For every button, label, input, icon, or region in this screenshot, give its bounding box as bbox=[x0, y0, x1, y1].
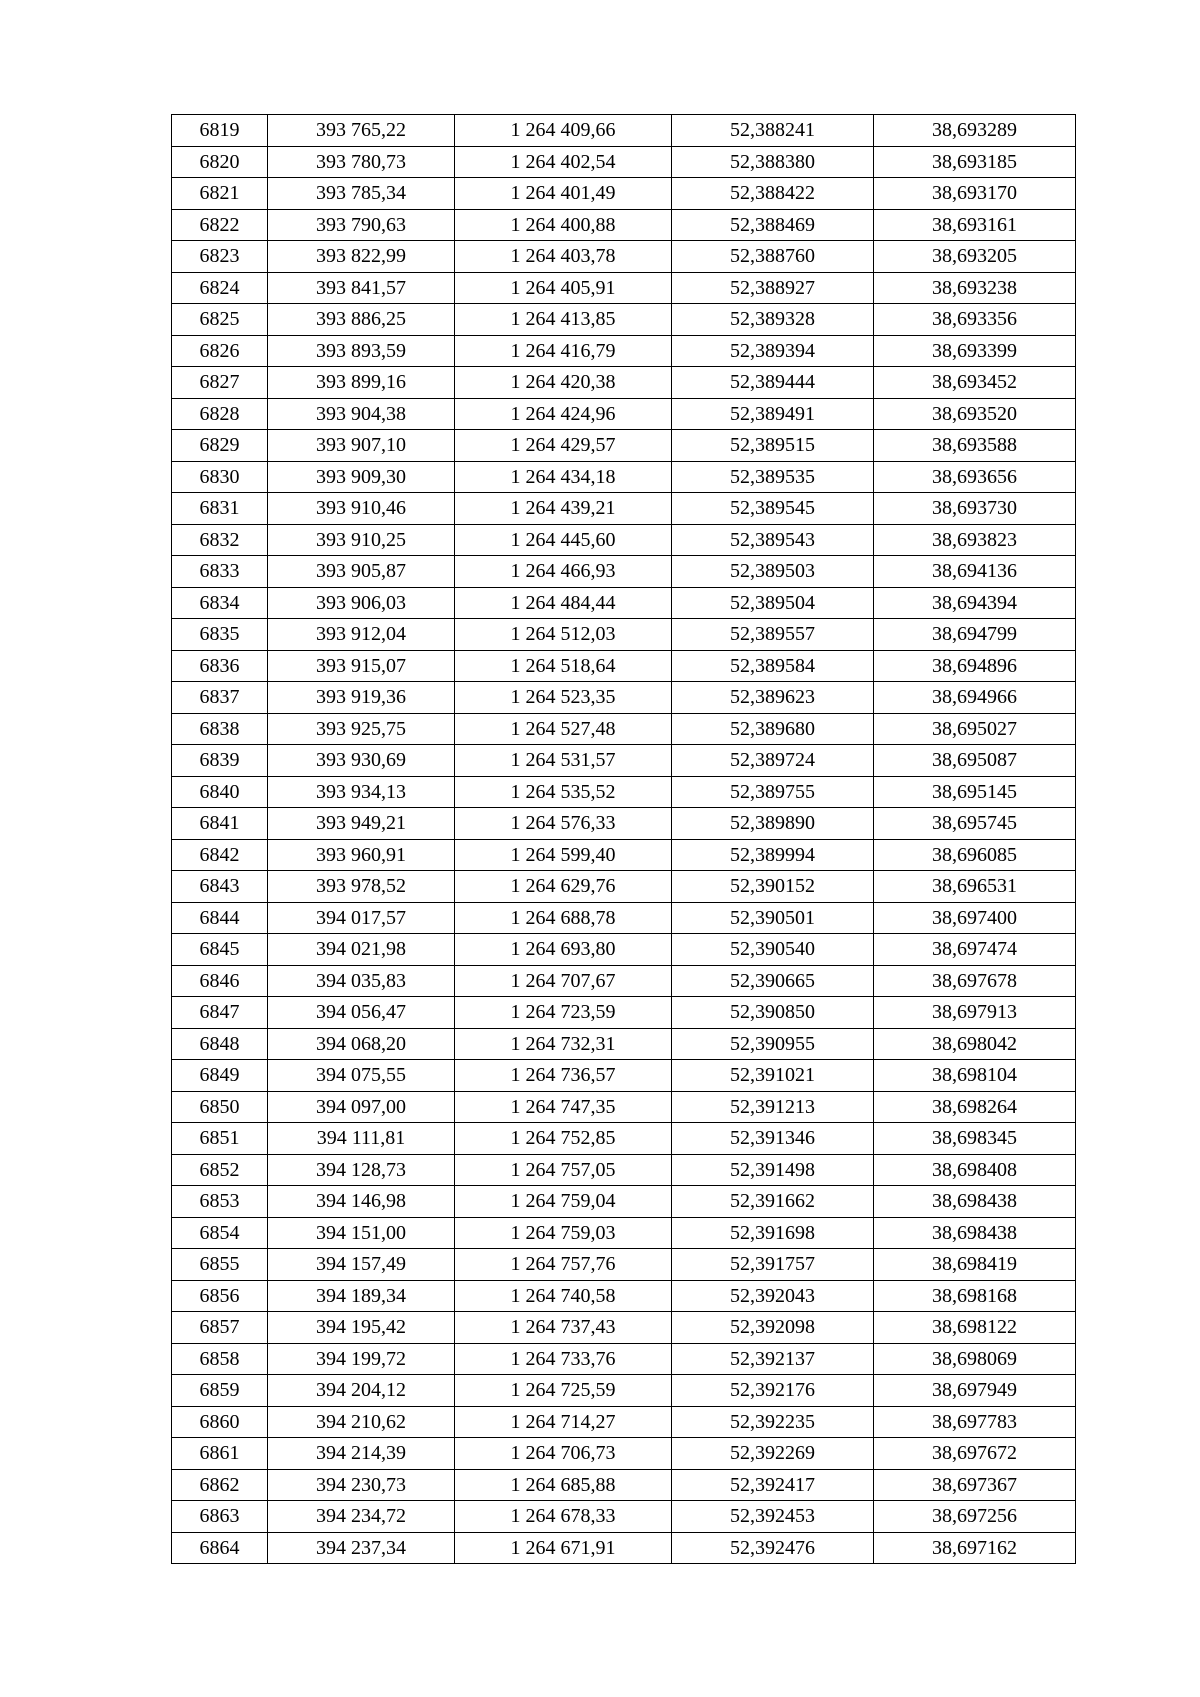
table-row bbox=[172, 682, 1076, 714]
latitude-cell: 52,389394 bbox=[672, 335, 874, 367]
table-row bbox=[172, 745, 1076, 777]
latitude-cell: 52,389724 bbox=[672, 745, 874, 777]
point-number-cell: 6830 bbox=[172, 461, 268, 493]
longitude-cell: 38,697162 bbox=[874, 1532, 1076, 1564]
y-coordinate-cell: 1 264 759,03 bbox=[455, 1217, 672, 1249]
longitude-cell: 38,694136 bbox=[874, 556, 1076, 588]
longitude-cell: 38,697672 bbox=[874, 1438, 1076, 1470]
x-coordinate-cell: 394 189,34 bbox=[268, 1280, 455, 1312]
y-coordinate-cell: 1 264 527,48 bbox=[455, 713, 672, 745]
table-row bbox=[172, 619, 1076, 651]
latitude-cell: 52,391498 bbox=[672, 1154, 874, 1186]
table-row bbox=[172, 272, 1076, 304]
longitude-cell: 38,698042 bbox=[874, 1028, 1076, 1060]
table-row bbox=[172, 493, 1076, 525]
x-coordinate-cell: 394 214,39 bbox=[268, 1438, 455, 1470]
x-coordinate-cell: 394 111,81 bbox=[268, 1123, 455, 1155]
x-coordinate-cell: 393 780,73 bbox=[268, 146, 455, 178]
coordinates-table bbox=[171, 114, 1076, 1564]
x-coordinate-cell: 393 978,52 bbox=[268, 871, 455, 903]
table-row bbox=[172, 1343, 1076, 1375]
longitude-cell: 38,697256 bbox=[874, 1501, 1076, 1533]
latitude-cell: 52,392269 bbox=[672, 1438, 874, 1470]
y-coordinate-cell: 1 264 685,88 bbox=[455, 1469, 672, 1501]
longitude-cell: 38,694394 bbox=[874, 587, 1076, 619]
y-coordinate-cell: 1 264 725,59 bbox=[455, 1375, 672, 1407]
longitude-cell: 38,697400 bbox=[874, 902, 1076, 934]
x-coordinate-cell: 393 765,22 bbox=[268, 115, 455, 147]
longitude-cell: 38,698122 bbox=[874, 1312, 1076, 1344]
longitude-cell: 38,695027 bbox=[874, 713, 1076, 745]
x-coordinate-cell: 393 841,57 bbox=[268, 272, 455, 304]
latitude-cell: 52,389535 bbox=[672, 461, 874, 493]
point-number-cell: 6842 bbox=[172, 839, 268, 871]
table-row bbox=[172, 1060, 1076, 1092]
y-coordinate-cell: 1 264 706,73 bbox=[455, 1438, 672, 1470]
y-coordinate-cell: 1 264 576,33 bbox=[455, 808, 672, 840]
y-coordinate-cell: 1 264 707,67 bbox=[455, 965, 672, 997]
y-coordinate-cell: 1 264 757,76 bbox=[455, 1249, 672, 1281]
longitude-cell: 38,693656 bbox=[874, 461, 1076, 493]
x-coordinate-cell: 393 919,36 bbox=[268, 682, 455, 714]
x-coordinate-cell: 394 128,73 bbox=[268, 1154, 455, 1186]
table-row bbox=[172, 1312, 1076, 1344]
x-coordinate-cell: 393 785,34 bbox=[268, 178, 455, 210]
y-coordinate-cell: 1 264 736,57 bbox=[455, 1060, 672, 1092]
x-coordinate-cell: 394 151,00 bbox=[268, 1217, 455, 1249]
y-coordinate-cell: 1 264 416,79 bbox=[455, 335, 672, 367]
longitude-cell: 38,693205 bbox=[874, 241, 1076, 273]
point-number-cell: 6847 bbox=[172, 997, 268, 1029]
latitude-cell: 52,389994 bbox=[672, 839, 874, 871]
longitude-cell: 38,698419 bbox=[874, 1249, 1076, 1281]
table-row bbox=[172, 713, 1076, 745]
longitude-cell: 38,693170 bbox=[874, 178, 1076, 210]
point-number-cell: 6846 bbox=[172, 965, 268, 997]
latitude-cell: 52,390850 bbox=[672, 997, 874, 1029]
latitude-cell: 52,392417 bbox=[672, 1469, 874, 1501]
latitude-cell: 52,389623 bbox=[672, 682, 874, 714]
y-coordinate-cell: 1 264 733,76 bbox=[455, 1343, 672, 1375]
x-coordinate-cell: 393 886,25 bbox=[268, 304, 455, 336]
latitude-cell: 52,391662 bbox=[672, 1186, 874, 1218]
x-coordinate-cell: 393 790,63 bbox=[268, 209, 455, 241]
x-coordinate-cell: 393 909,30 bbox=[268, 461, 455, 493]
table-row bbox=[172, 902, 1076, 934]
x-coordinate-cell: 393 915,07 bbox=[268, 650, 455, 682]
longitude-cell: 38,695745 bbox=[874, 808, 1076, 840]
longitude-cell: 38,695087 bbox=[874, 745, 1076, 777]
y-coordinate-cell: 1 264 403,78 bbox=[455, 241, 672, 273]
x-coordinate-cell: 394 035,83 bbox=[268, 965, 455, 997]
table-row bbox=[172, 1469, 1076, 1501]
longitude-cell: 38,693399 bbox=[874, 335, 1076, 367]
point-number-cell: 6820 bbox=[172, 146, 268, 178]
latitude-cell: 52,388760 bbox=[672, 241, 874, 273]
y-coordinate-cell: 1 264 732,31 bbox=[455, 1028, 672, 1060]
point-number-cell: 6856 bbox=[172, 1280, 268, 1312]
table-row bbox=[172, 1375, 1076, 1407]
x-coordinate-cell: 393 907,10 bbox=[268, 430, 455, 462]
longitude-cell: 38,697678 bbox=[874, 965, 1076, 997]
table-row bbox=[172, 367, 1076, 399]
latitude-cell: 52,392453 bbox=[672, 1501, 874, 1533]
y-coordinate-cell: 1 264 434,18 bbox=[455, 461, 672, 493]
point-number-cell: 6855 bbox=[172, 1249, 268, 1281]
table-row bbox=[172, 178, 1076, 210]
longitude-cell: 38,693289 bbox=[874, 115, 1076, 147]
point-number-cell: 6834 bbox=[172, 587, 268, 619]
longitude-cell: 38,694966 bbox=[874, 682, 1076, 714]
table-row bbox=[172, 1028, 1076, 1060]
point-number-cell: 6839 bbox=[172, 745, 268, 777]
x-coordinate-cell: 394 056,47 bbox=[268, 997, 455, 1029]
x-coordinate-cell: 393 899,16 bbox=[268, 367, 455, 399]
x-coordinate-cell: 394 195,42 bbox=[268, 1312, 455, 1344]
x-coordinate-cell: 393 910,46 bbox=[268, 493, 455, 525]
point-number-cell: 6837 bbox=[172, 682, 268, 714]
latitude-cell: 52,389545 bbox=[672, 493, 874, 525]
y-coordinate-cell: 1 264 759,04 bbox=[455, 1186, 672, 1218]
latitude-cell: 52,390955 bbox=[672, 1028, 874, 1060]
point-number-cell: 6857 bbox=[172, 1312, 268, 1344]
longitude-cell: 38,693452 bbox=[874, 367, 1076, 399]
point-number-cell: 6838 bbox=[172, 713, 268, 745]
longitude-cell: 38,698069 bbox=[874, 1343, 1076, 1375]
point-number-cell: 6832 bbox=[172, 524, 268, 556]
y-coordinate-cell: 1 264 409,66 bbox=[455, 115, 672, 147]
x-coordinate-cell: 394 017,57 bbox=[268, 902, 455, 934]
y-coordinate-cell: 1 264 523,35 bbox=[455, 682, 672, 714]
latitude-cell: 52,391698 bbox=[672, 1217, 874, 1249]
x-coordinate-cell: 394 075,55 bbox=[268, 1060, 455, 1092]
longitude-cell: 38,697783 bbox=[874, 1406, 1076, 1438]
x-coordinate-cell: 394 234,72 bbox=[268, 1501, 455, 1533]
point-number-cell: 6863 bbox=[172, 1501, 268, 1533]
table-row bbox=[172, 871, 1076, 903]
y-coordinate-cell: 1 264 424,96 bbox=[455, 398, 672, 430]
latitude-cell: 52,389680 bbox=[672, 713, 874, 745]
point-number-cell: 6819 bbox=[172, 115, 268, 147]
longitude-cell: 38,693823 bbox=[874, 524, 1076, 556]
point-number-cell: 6849 bbox=[172, 1060, 268, 1092]
table-row bbox=[172, 1186, 1076, 1218]
table-row bbox=[172, 839, 1076, 871]
table-row bbox=[172, 335, 1076, 367]
point-number-cell: 6824 bbox=[172, 272, 268, 304]
table-row bbox=[172, 808, 1076, 840]
latitude-cell: 52,392176 bbox=[672, 1375, 874, 1407]
latitude-cell: 52,391757 bbox=[672, 1249, 874, 1281]
latitude-cell: 52,388380 bbox=[672, 146, 874, 178]
x-coordinate-cell: 394 230,73 bbox=[268, 1469, 455, 1501]
table-row bbox=[172, 430, 1076, 462]
x-coordinate-cell: 393 904,38 bbox=[268, 398, 455, 430]
table-row bbox=[172, 1154, 1076, 1186]
y-coordinate-cell: 1 264 439,21 bbox=[455, 493, 672, 525]
longitude-cell: 38,693238 bbox=[874, 272, 1076, 304]
latitude-cell: 52,391213 bbox=[672, 1091, 874, 1123]
latitude-cell: 52,389543 bbox=[672, 524, 874, 556]
x-coordinate-cell: 394 021,98 bbox=[268, 934, 455, 966]
point-number-cell: 6829 bbox=[172, 430, 268, 462]
longitude-cell: 38,694896 bbox=[874, 650, 1076, 682]
x-coordinate-cell: 394 157,49 bbox=[268, 1249, 455, 1281]
x-coordinate-cell: 394 237,34 bbox=[268, 1532, 455, 1564]
longitude-cell: 38,698168 bbox=[874, 1280, 1076, 1312]
table-row bbox=[172, 776, 1076, 808]
longitude-cell: 38,697474 bbox=[874, 934, 1076, 966]
x-coordinate-cell: 394 068,20 bbox=[268, 1028, 455, 1060]
y-coordinate-cell: 1 264 599,40 bbox=[455, 839, 672, 871]
table-row bbox=[172, 209, 1076, 241]
latitude-cell: 52,392476 bbox=[672, 1532, 874, 1564]
table-row bbox=[172, 461, 1076, 493]
point-number-cell: 6841 bbox=[172, 808, 268, 840]
longitude-cell: 38,697913 bbox=[874, 997, 1076, 1029]
coordinates-table-body bbox=[172, 115, 1076, 1564]
latitude-cell: 52,392043 bbox=[672, 1280, 874, 1312]
table-row bbox=[172, 1280, 1076, 1312]
latitude-cell: 52,388927 bbox=[672, 272, 874, 304]
point-number-cell: 6843 bbox=[172, 871, 268, 903]
point-number-cell: 6848 bbox=[172, 1028, 268, 1060]
point-number-cell: 6851 bbox=[172, 1123, 268, 1155]
longitude-cell: 38,693356 bbox=[874, 304, 1076, 336]
table-row bbox=[172, 1091, 1076, 1123]
y-coordinate-cell: 1 264 401,49 bbox=[455, 178, 672, 210]
x-coordinate-cell: 393 906,03 bbox=[268, 587, 455, 619]
latitude-cell: 52,389503 bbox=[672, 556, 874, 588]
y-coordinate-cell: 1 264 484,44 bbox=[455, 587, 672, 619]
latitude-cell: 52,389890 bbox=[672, 808, 874, 840]
latitude-cell: 52,392137 bbox=[672, 1343, 874, 1375]
longitude-cell: 38,698104 bbox=[874, 1060, 1076, 1092]
latitude-cell: 52,390501 bbox=[672, 902, 874, 934]
point-number-cell: 6858 bbox=[172, 1343, 268, 1375]
table-row bbox=[172, 997, 1076, 1029]
latitude-cell: 52,389584 bbox=[672, 650, 874, 682]
y-coordinate-cell: 1 264 405,91 bbox=[455, 272, 672, 304]
table-row bbox=[172, 587, 1076, 619]
y-coordinate-cell: 1 264 723,59 bbox=[455, 997, 672, 1029]
table-row bbox=[172, 398, 1076, 430]
x-coordinate-cell: 394 210,62 bbox=[268, 1406, 455, 1438]
point-number-cell: 6822 bbox=[172, 209, 268, 241]
x-coordinate-cell: 394 199,72 bbox=[268, 1343, 455, 1375]
y-coordinate-cell: 1 264 518,64 bbox=[455, 650, 672, 682]
latitude-cell: 52,388422 bbox=[672, 178, 874, 210]
latitude-cell: 52,390540 bbox=[672, 934, 874, 966]
table-row bbox=[172, 1123, 1076, 1155]
point-number-cell: 6833 bbox=[172, 556, 268, 588]
y-coordinate-cell: 1 264 714,27 bbox=[455, 1406, 672, 1438]
x-coordinate-cell: 393 905,87 bbox=[268, 556, 455, 588]
table-row bbox=[172, 1249, 1076, 1281]
point-number-cell: 6821 bbox=[172, 178, 268, 210]
y-coordinate-cell: 1 264 737,43 bbox=[455, 1312, 672, 1344]
longitude-cell: 38,698264 bbox=[874, 1091, 1076, 1123]
point-number-cell: 6836 bbox=[172, 650, 268, 682]
y-coordinate-cell: 1 264 747,35 bbox=[455, 1091, 672, 1123]
point-number-cell: 6860 bbox=[172, 1406, 268, 1438]
y-coordinate-cell: 1 264 512,03 bbox=[455, 619, 672, 651]
x-coordinate-cell: 394 146,98 bbox=[268, 1186, 455, 1218]
table-row bbox=[172, 556, 1076, 588]
x-coordinate-cell: 393 910,25 bbox=[268, 524, 455, 556]
point-number-cell: 6835 bbox=[172, 619, 268, 651]
latitude-cell: 52,392098 bbox=[672, 1312, 874, 1344]
latitude-cell: 52,391021 bbox=[672, 1060, 874, 1092]
table-row bbox=[172, 146, 1076, 178]
point-number-cell: 6828 bbox=[172, 398, 268, 430]
y-coordinate-cell: 1 264 757,05 bbox=[455, 1154, 672, 1186]
point-number-cell: 6862 bbox=[172, 1469, 268, 1501]
longitude-cell: 38,696531 bbox=[874, 871, 1076, 903]
y-coordinate-cell: 1 264 445,60 bbox=[455, 524, 672, 556]
latitude-cell: 52,389504 bbox=[672, 587, 874, 619]
latitude-cell: 52,390665 bbox=[672, 965, 874, 997]
y-coordinate-cell: 1 264 420,38 bbox=[455, 367, 672, 399]
longitude-cell: 38,693185 bbox=[874, 146, 1076, 178]
latitude-cell: 52,389557 bbox=[672, 619, 874, 651]
longitude-cell: 38,693161 bbox=[874, 209, 1076, 241]
x-coordinate-cell: 393 949,21 bbox=[268, 808, 455, 840]
x-coordinate-cell: 393 960,91 bbox=[268, 839, 455, 871]
longitude-cell: 38,695145 bbox=[874, 776, 1076, 808]
y-coordinate-cell: 1 264 535,52 bbox=[455, 776, 672, 808]
table-row bbox=[172, 1438, 1076, 1470]
latitude-cell: 52,389755 bbox=[672, 776, 874, 808]
point-number-cell: 6854 bbox=[172, 1217, 268, 1249]
x-coordinate-cell: 393 822,99 bbox=[268, 241, 455, 273]
point-number-cell: 6853 bbox=[172, 1186, 268, 1218]
point-number-cell: 6864 bbox=[172, 1532, 268, 1564]
x-coordinate-cell: 393 912,04 bbox=[268, 619, 455, 651]
x-coordinate-cell: 394 097,00 bbox=[268, 1091, 455, 1123]
longitude-cell: 38,697949 bbox=[874, 1375, 1076, 1407]
longitude-cell: 38,693520 bbox=[874, 398, 1076, 430]
longitude-cell: 38,698438 bbox=[874, 1217, 1076, 1249]
table-row bbox=[172, 1501, 1076, 1533]
table-row bbox=[172, 965, 1076, 997]
point-number-cell: 6859 bbox=[172, 1375, 268, 1407]
latitude-cell: 52,392235 bbox=[672, 1406, 874, 1438]
x-coordinate-cell: 393 934,13 bbox=[268, 776, 455, 808]
y-coordinate-cell: 1 264 671,91 bbox=[455, 1532, 672, 1564]
point-number-cell: 6827 bbox=[172, 367, 268, 399]
y-coordinate-cell: 1 264 466,93 bbox=[455, 556, 672, 588]
y-coordinate-cell: 1 264 413,85 bbox=[455, 304, 672, 336]
latitude-cell: 52,389328 bbox=[672, 304, 874, 336]
y-coordinate-cell: 1 264 402,54 bbox=[455, 146, 672, 178]
latitude-cell: 52,389491 bbox=[672, 398, 874, 430]
y-coordinate-cell: 1 264 688,78 bbox=[455, 902, 672, 934]
latitude-cell: 52,388241 bbox=[672, 115, 874, 147]
longitude-cell: 38,694799 bbox=[874, 619, 1076, 651]
point-number-cell: 6825 bbox=[172, 304, 268, 336]
point-number-cell: 6831 bbox=[172, 493, 268, 525]
y-coordinate-cell: 1 264 752,85 bbox=[455, 1123, 672, 1155]
point-number-cell: 6861 bbox=[172, 1438, 268, 1470]
latitude-cell: 52,389444 bbox=[672, 367, 874, 399]
longitude-cell: 38,693730 bbox=[874, 493, 1076, 525]
table-row bbox=[172, 1532, 1076, 1564]
x-coordinate-cell: 393 925,75 bbox=[268, 713, 455, 745]
longitude-cell: 38,698345 bbox=[874, 1123, 1076, 1155]
y-coordinate-cell: 1 264 429,57 bbox=[455, 430, 672, 462]
table-row bbox=[172, 304, 1076, 336]
point-number-cell: 6844 bbox=[172, 902, 268, 934]
longitude-cell: 38,698408 bbox=[874, 1154, 1076, 1186]
table-row bbox=[172, 241, 1076, 273]
point-number-cell: 6840 bbox=[172, 776, 268, 808]
point-number-cell: 6826 bbox=[172, 335, 268, 367]
x-coordinate-cell: 393 930,69 bbox=[268, 745, 455, 777]
y-coordinate-cell: 1 264 531,57 bbox=[455, 745, 672, 777]
table-row bbox=[172, 524, 1076, 556]
y-coordinate-cell: 1 264 678,33 bbox=[455, 1501, 672, 1533]
longitude-cell: 38,698438 bbox=[874, 1186, 1076, 1218]
y-coordinate-cell: 1 264 693,80 bbox=[455, 934, 672, 966]
point-number-cell: 6852 bbox=[172, 1154, 268, 1186]
latitude-cell: 52,391346 bbox=[672, 1123, 874, 1155]
point-number-cell: 6845 bbox=[172, 934, 268, 966]
longitude-cell: 38,696085 bbox=[874, 839, 1076, 871]
x-coordinate-cell: 394 204,12 bbox=[268, 1375, 455, 1407]
longitude-cell: 38,693588 bbox=[874, 430, 1076, 462]
point-number-cell: 6850 bbox=[172, 1091, 268, 1123]
latitude-cell: 52,389515 bbox=[672, 430, 874, 462]
table-row bbox=[172, 115, 1076, 147]
y-coordinate-cell: 1 264 740,58 bbox=[455, 1280, 672, 1312]
longitude-cell: 38,697367 bbox=[874, 1469, 1076, 1501]
table-row bbox=[172, 1406, 1076, 1438]
table-row bbox=[172, 934, 1076, 966]
y-coordinate-cell: 1 264 629,76 bbox=[455, 871, 672, 903]
table-row bbox=[172, 1217, 1076, 1249]
x-coordinate-cell: 393 893,59 bbox=[268, 335, 455, 367]
latitude-cell: 52,388469 bbox=[672, 209, 874, 241]
latitude-cell: 52,390152 bbox=[672, 871, 874, 903]
table-row bbox=[172, 650, 1076, 682]
point-number-cell: 6823 bbox=[172, 241, 268, 273]
y-coordinate-cell: 1 264 400,88 bbox=[455, 209, 672, 241]
